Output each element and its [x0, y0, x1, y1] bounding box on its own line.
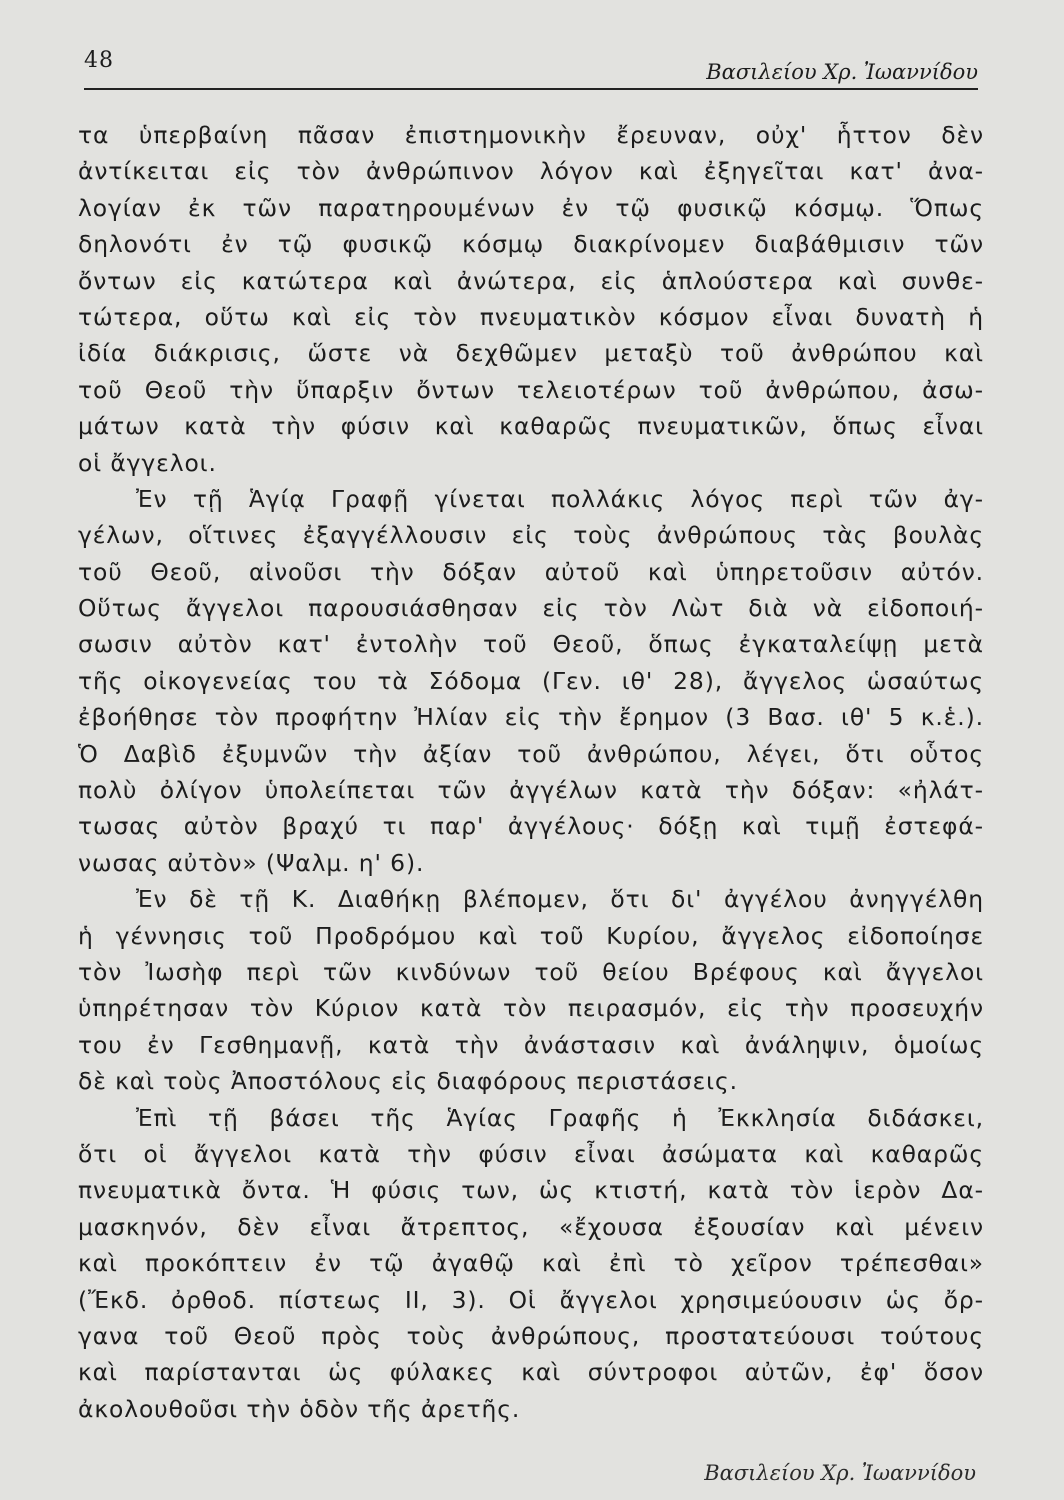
body-text	[78, 117, 984, 1427]
text-line: σωσιν αὐτὸν κατ' ἐντολὴν τοῦ Θεοῦ, ὅπως ἐγκαταλείψῃ μετὰ	[78, 630, 984, 659]
text-line: ὄντων εἰς κατώτερα καὶ ἀνώτερα, εἰς ἁπλούστερα καὶ συνθε-	[78, 266, 984, 295]
text-line: Ἐπὶ τῇ βάσει τῆς Ἁγίας Γραφῆς ἡ Ἐκκλησία διδάσκει,	[136, 1103, 984, 1132]
text-line: Ἐν δὲ τῇ Κ. Διαθήκῃ βλέπομεν, ὅτι δι' ἀγγέλου ἀνηγγέλθη	[136, 885, 984, 914]
page-header	[84, 48, 978, 92]
text-line: δὲ καὶ τοὺς Ἀποστόλους εἰς διαφόρους περιστάσεις.	[78, 1067, 738, 1096]
running-head: Βασιλείου Χρ. Ἰωαννίδου	[706, 60, 978, 84]
text-line: του ἐν Γεσθημανῇ, κατὰ τὴν ἀνάστασιν καὶ ἀνάληψιν, ὁμοίως	[78, 1030, 984, 1059]
text-line: πολὺ ὀλίγον ὑπολείπεται τῶν ἀγγέλων κατὰ τὴν δόξαν: «ἠλάτ-	[78, 776, 984, 805]
text-line: οἱ ἄγγελοι.	[78, 448, 217, 477]
text-line: δηλονότι ἐν τῷ φυσικῷ κόσμῳ διακρίνομεν διαβάθμισιν τῶν	[78, 230, 984, 259]
text-line: καὶ προκόπτειν ἐν τῷ ἀγαθῷ καὶ ἐπὶ τὸ χεῖρον τρέπεσθαι»	[78, 1249, 984, 1278]
text-line: γανα τοῦ Θεοῦ πρὸς τοὺς ἀνθρώπους, προστατεύουσι τούτους	[78, 1321, 984, 1350]
text-line: γέλων, οἵτινες ἐξαγγέλλουσιν εἰς τοὺς ἀνθρώπους τὰς βουλὰς	[78, 521, 984, 550]
page-number: 48	[84, 48, 114, 73]
text-line: καὶ παρίστανται ὡς φύλακες καὶ σύντροφοι αὐτῶν, ἐφ' ὅσον	[78, 1358, 984, 1387]
text-line: (Ἔκδ. ὀρθοδ. πίστεως ΙΙ, 3). Οἱ ἄγγελοι χρησιμεύουσιν ὡς ὄρ-	[78, 1285, 984, 1314]
text-line: τωσας αὐτὸν βραχύ τι παρ' ἀγγέλους· δόξῃ καὶ τιμῇ ἐστεφά-	[78, 812, 984, 841]
text-line: νωσας αὐτὸν» (Ψαλμ. η' 6).	[78, 848, 425, 877]
text-line: ἐβοήθησε τὸν προφήτην Ἠλίαν εἰς τὴν ἔρημον (3 Βασ. ιθ' 5 κ.ἑ.).	[78, 703, 984, 732]
text-line: ὑπηρέτησαν τὸν Κύριον κατὰ τὸν πειρασμόν, εἰς τὴν προσευχήν	[78, 994, 984, 1023]
text-line: τα ὑπερβαίνη πᾶσαν ἐπιστημονικὴν ἔρευναν, οὐχ' ἧττον δὲν	[78, 121, 984, 149]
text-line: ἰδία διάκρισις, ὥστε νὰ δεχθῶμεν μεταξὺ τοῦ ἀνθρώπου καὶ	[78, 339, 984, 368]
text-line: πνευματικὰ ὄντα. Ἡ φύσις των, ὡς κτιστή, κατὰ τὸν ἱερὸν Δα-	[78, 1176, 984, 1205]
text-line: Ἐν τῇ Ἁγίᾳ Γραφῇ γίνεται πολλάκις λόγος περὶ τῶν ἀγ-	[136, 484, 984, 513]
text-line: ἀντίκειται εἰς τὸν ἀνθρώπινον λόγον καὶ ἐξηγεῖται κατ' ἀνα-	[78, 157, 984, 186]
text-line: μασκηνόν, δὲν εἶναι ἄτρεπτος, «ἔχουσα ἐξουσίαν καὶ μένειν	[78, 1212, 984, 1241]
text-line: τοῦ Θεοῦ τὴν ὕπαρξιν ὄντων τελειοτέρων τοῦ ἀνθρώπου, ἀσω-	[78, 375, 984, 404]
text-line: ἀκολουθοῦσι τὴν ὁδὸν τῆς ἀρετῆς.	[78, 1394, 521, 1423]
text-line: τοῦ Θεοῦ, αἰνοῦσι τὴν δόξαν αὐτοῦ καὶ ὑπηρετοῦσιν αὐτόν.	[78, 557, 984, 586]
text-line: τὸν Ἰωσὴφ περὶ τῶν κινδύνων τοῦ θείου Βρέφους καὶ ἄγγελοι	[78, 957, 984, 986]
text-line: τῆς οἰκογενείας του τὰ Σόδομα (Γεν. ιθ' 28), ἄγγελος ὡσαύτως	[78, 666, 984, 695]
text-line: ἡ γέννησις τοῦ Προδρόμου καὶ τοῦ Κυρίου, ἄγγελος εἰδοποίησε	[78, 921, 984, 950]
text-line: μάτων κατὰ τὴν φύσιν καὶ καθαρῶς πνευματικῶν, ὅπως εἶναι	[78, 412, 984, 441]
text-line: τώτερα, οὕτω καὶ εἰς τὸν πνευματικὸν κόσμον εἶναι δυνατὴ ἡ	[78, 302, 984, 331]
text-line: λογίαν ἐκ τῶν παρατηρουμένων ἐν τῷ φυσικῷ κόσμῳ. Ὅπως	[78, 193, 984, 222]
text-line: Οὕτως ἄγγελοι παρουσιάσθησαν εἰς τὸν Λὼτ διὰ νὰ εἰδοποιή-	[78, 594, 984, 623]
text-line: Ὁ Δαβὶδ ἐξυμνῶν τὴν ἀξίαν τοῦ ἀνθρώπου, λέγει, ὅτι οὗτος	[78, 739, 984, 768]
text-line: ὅτι οἱ ἄγγελοι κατὰ τὴν φύσιν εἶναι ἀσώματα καὶ καθαρῶς	[78, 1139, 984, 1168]
header-rule	[84, 88, 978, 90]
footer-signature: Βασιλείου Χρ. Ἰωαννίδου	[704, 1461, 976, 1485]
